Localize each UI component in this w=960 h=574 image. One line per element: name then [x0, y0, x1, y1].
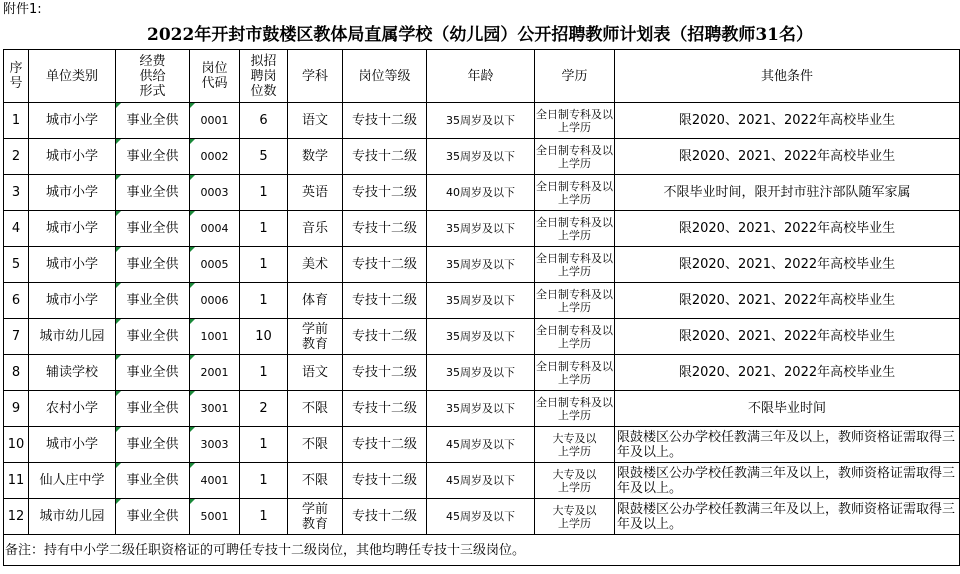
- cell-age: 35周岁及以下: [427, 139, 535, 175]
- recruitment-plan-table: [3, 49, 960, 566]
- cell-other-conditions: 限鼓楼区公办学校任教满三年及以上，教师资格证需取得三年及以上。: [615, 499, 960, 535]
- cell-age: 45周岁及以下: [427, 499, 535, 535]
- cell-education: 全日制专科及以上学历: [535, 211, 615, 247]
- header-index: 序号: [4, 50, 29, 103]
- cell-other-conditions: 限鼓楼区公办学校任教满三年及以上，教师资格证需取得三年及以上。: [615, 463, 960, 499]
- cell-count: 1: [240, 427, 288, 463]
- cell-age: 35周岁及以下: [427, 319, 535, 355]
- cell-level: 专技十二级: [343, 391, 427, 427]
- cell-age: 35周岁及以下: [427, 355, 535, 391]
- cell-unit-type: 城市小学: [29, 247, 116, 283]
- cell-index: 6: [4, 283, 29, 319]
- cell-unit-type: 城市幼儿园: [29, 319, 116, 355]
- cell-subject: 体育: [288, 283, 343, 319]
- cell-level: 专技十二级: [343, 247, 427, 283]
- cell-level: 专技十二级: [343, 319, 427, 355]
- table-row: [4, 247, 960, 283]
- cell-level: 专技十二级: [343, 355, 427, 391]
- cell-age: 40周岁及以下: [427, 175, 535, 211]
- cell-count: 6: [240, 103, 288, 139]
- cell-age: 35周岁及以下: [427, 391, 535, 427]
- table-row: [4, 499, 960, 535]
- table-row: [4, 175, 960, 211]
- header-row: [4, 50, 960, 103]
- cell-subject: 美术: [288, 247, 343, 283]
- cell-unit-type: 辅读学校: [29, 355, 116, 391]
- cell-post-code: 4001: [190, 463, 240, 499]
- cell-education: 全日制专科及以上学历: [535, 175, 615, 211]
- cell-other-conditions: 限鼓楼区公办学校任教满三年及以上，教师资格证需取得三年及以上。: [615, 427, 960, 463]
- table-row: [4, 211, 960, 247]
- cell-education: 全日制专科及以上学历: [535, 283, 615, 319]
- cell-education: 全日制专科及以上学历: [535, 319, 615, 355]
- cell-subject: 语文: [288, 103, 343, 139]
- cell-education: 大专及以上学历: [535, 463, 615, 499]
- cell-unit-type: 仙人庄中学: [29, 463, 116, 499]
- cell-post-code: 3003: [190, 427, 240, 463]
- cell-subject: 数学: [288, 139, 343, 175]
- cell-index: 8: [4, 355, 29, 391]
- cell-index: 4: [4, 211, 29, 247]
- cell-post-code: 1001: [190, 319, 240, 355]
- cell-count: 1: [240, 283, 288, 319]
- table-row: [4, 391, 960, 427]
- cell-post-code: 0002: [190, 139, 240, 175]
- cell-unit-type: 城市小学: [29, 211, 116, 247]
- cell-age: 35周岁及以下: [427, 247, 535, 283]
- cell-subject: 语文: [288, 355, 343, 391]
- cell-unit-type: 城市小学: [29, 139, 116, 175]
- cell-education: 大专及以上学历: [535, 427, 615, 463]
- table-row: [4, 355, 960, 391]
- cell-unit-type: 城市小学: [29, 283, 116, 319]
- cell-level: 专技十二级: [343, 139, 427, 175]
- cell-count: 1: [240, 247, 288, 283]
- header-unit-type: 单位类别: [29, 50, 116, 103]
- cell-index: 5: [4, 247, 29, 283]
- cell-count: 1: [240, 463, 288, 499]
- cell-unit-type: 城市幼儿园: [29, 499, 116, 535]
- cell-level: 专技十二级: [343, 211, 427, 247]
- table-body: [4, 103, 960, 535]
- cell-education: 全日制专科及以上学历: [535, 355, 615, 391]
- cell-index: 3: [4, 175, 29, 211]
- cell-post-code: 0003: [190, 175, 240, 211]
- header-post-code: 岗位代码: [190, 50, 240, 103]
- cell-unit-type: 城市小学: [29, 427, 116, 463]
- cell-age: 35周岁及以下: [427, 211, 535, 247]
- header-education: 学历: [535, 50, 615, 103]
- cell-other-conditions: 限2020、2021、2022年高校毕业生: [615, 355, 960, 391]
- cell-education: 全日制专科及以上学历: [535, 247, 615, 283]
- cell-index: 11: [4, 463, 29, 499]
- cell-education: 全日制专科及以上学历: [535, 391, 615, 427]
- cell-post-code: 0004: [190, 211, 240, 247]
- cell-count: 1: [240, 355, 288, 391]
- cell-funding: 事业全供: [116, 463, 190, 499]
- header-other: 其他条件: [615, 50, 960, 103]
- table-title: 2022年开封市鼓楼区教体局直属学校（幼儿园）公开招聘教师计划表（招聘教师31名）: [147, 25, 813, 45]
- cell-unit-type: 农村小学: [29, 391, 116, 427]
- cell-funding: 事业全供: [116, 319, 190, 355]
- cell-subject: 英语: [288, 175, 343, 211]
- cell-other-conditions: 限2020、2021、2022年高校毕业生: [615, 103, 960, 139]
- cell-funding: 事业全供: [116, 283, 190, 319]
- cell-subject: 学前教育: [288, 499, 343, 535]
- cell-post-code: 3001: [190, 391, 240, 427]
- cell-unit-type: 城市小学: [29, 175, 116, 211]
- cell-funding: 事业全供: [116, 427, 190, 463]
- cell-funding: 事业全供: [116, 499, 190, 535]
- cell-age: 45周岁及以下: [427, 427, 535, 463]
- table-row: [4, 463, 960, 499]
- cell-other-conditions: 限2020、2021、2022年高校毕业生: [615, 247, 960, 283]
- cell-level: 专技十二级: [343, 463, 427, 499]
- cell-index: 1: [4, 103, 29, 139]
- cell-funding: 事业全供: [116, 139, 190, 175]
- header-subject: 学科: [288, 50, 343, 103]
- cell-subject: 不限: [288, 463, 343, 499]
- cell-funding: 事业全供: [116, 175, 190, 211]
- cell-funding: 事业全供: [116, 355, 190, 391]
- cell-funding: 事业全供: [116, 391, 190, 427]
- cell-subject: 学前教育: [288, 319, 343, 355]
- table-row: [4, 427, 960, 463]
- header-funding: 经费供给形式: [116, 50, 190, 103]
- cell-level: 专技十二级: [343, 427, 427, 463]
- cell-count: 1: [240, 211, 288, 247]
- cell-funding: 事业全供: [116, 211, 190, 247]
- header-level: 岗位等级: [343, 50, 427, 103]
- cell-count: 10: [240, 319, 288, 355]
- cell-index: 12: [4, 499, 29, 535]
- cell-post-code: 0005: [190, 247, 240, 283]
- cell-age: 35周岁及以下: [427, 103, 535, 139]
- table-row: [4, 103, 960, 139]
- cell-count: 5: [240, 139, 288, 175]
- cell-subject: 不限: [288, 427, 343, 463]
- cell-index: 9: [4, 391, 29, 427]
- cell-unit-type: 城市小学: [29, 103, 116, 139]
- cell-index: 7: [4, 319, 29, 355]
- header-count: 拟招聘岗位数: [240, 50, 288, 103]
- cell-age: 35周岁及以下: [427, 283, 535, 319]
- cell-other-conditions: 不限毕业时间: [615, 391, 960, 427]
- cell-count: 2: [240, 391, 288, 427]
- cell-subject: 音乐: [288, 211, 343, 247]
- cell-index: 2: [4, 139, 29, 175]
- cell-subject: 不限: [288, 391, 343, 427]
- cell-post-code: 0006: [190, 283, 240, 319]
- cell-level: 专技十二级: [343, 283, 427, 319]
- cell-education: 全日制专科及以上学历: [535, 139, 615, 175]
- table-row: [4, 283, 960, 319]
- cell-other-conditions: 限2020、2021、2022年高校毕业生: [615, 211, 960, 247]
- attachment-label: 附件1:: [3, 2, 42, 17]
- cell-age: 45周岁及以下: [427, 463, 535, 499]
- cell-count: 1: [240, 499, 288, 535]
- cell-education: 大专及以上学历: [535, 499, 615, 535]
- cell-level: 专技十二级: [343, 499, 427, 535]
- cell-funding: 事业全供: [116, 247, 190, 283]
- table-row: [4, 319, 960, 355]
- note-row: [4, 535, 960, 566]
- cell-post-code: 0001: [190, 103, 240, 139]
- cell-count: 1: [240, 175, 288, 211]
- cell-other-conditions: 限2020、2021、2022年高校毕业生: [615, 283, 960, 319]
- header-age: 年龄: [427, 50, 535, 103]
- note-text: 备注：持有中小学二级任职资格证的可聘任专技十二级岗位，其他均聘任专技十三级岗位。: [4, 535, 960, 566]
- cell-other-conditions: 限2020、2021、2022年高校毕业生: [615, 139, 960, 175]
- cell-level: 专技十二级: [343, 103, 427, 139]
- cell-post-code: 2001: [190, 355, 240, 391]
- cell-other-conditions: 限2020、2021、2022年高校毕业生: [615, 319, 960, 355]
- table-row: [4, 139, 960, 175]
- cell-education: 全日制专科及以上学历: [535, 103, 615, 139]
- cell-level: 专技十二级: [343, 175, 427, 211]
- cell-post-code: 5001: [190, 499, 240, 535]
- cell-index: 10: [4, 427, 29, 463]
- cell-other-conditions: 不限毕业时间，限开封市驻汴部队随军家属: [615, 175, 960, 211]
- cell-funding: 事业全供: [116, 103, 190, 139]
